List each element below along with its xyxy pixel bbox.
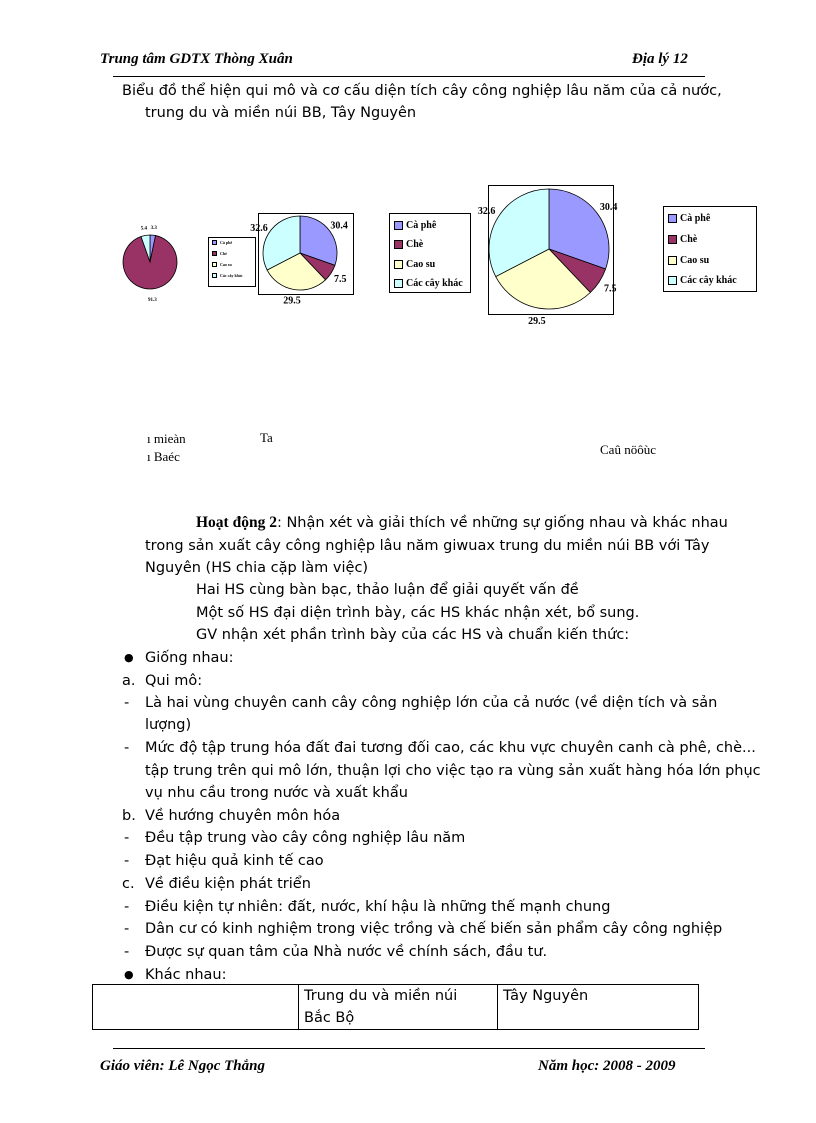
activity-step: Một số HS đại diện trình bày, các HS khác nhận xét, bổ sung. xyxy=(196,605,640,621)
legend-3-label: Các cây khác xyxy=(680,275,737,286)
similar-heading: Giống nhau: xyxy=(145,650,234,666)
a2-line-3: vụ nhu cầu trong nước và xuất khẩu xyxy=(145,785,408,801)
activity-line-3: Nguyên (HS chia cặp làm việc) xyxy=(145,560,369,576)
c2: Dân cư có kinh nghiệm trong việc trồng và chế biến sản phẩm cây công nghiệp xyxy=(145,921,723,937)
legend-1-item xyxy=(212,240,232,245)
swatch-cao-su xyxy=(668,256,677,265)
b2: Đạt hiệu quả kinh tế cao xyxy=(145,853,324,869)
legend-2-label: Các cây khác xyxy=(406,278,463,289)
table-cell-empty xyxy=(93,985,299,1030)
pie-1-label-cay-khac: 5.4 xyxy=(140,226,148,232)
legend-3-item xyxy=(668,275,737,286)
legend-2-item xyxy=(394,239,423,250)
table-header-line: Trung du và miền núi xyxy=(304,988,458,1004)
dash-icon: - xyxy=(124,899,130,915)
activity-step: Hai HS cùng bàn bạc, thảo luận để giải quyết vấn đề xyxy=(196,582,579,598)
legend-1-label: Cao su xyxy=(220,262,232,267)
legend-1-label: Chè xyxy=(220,251,227,256)
activity-step: GV nhận xét phần trình bày của các HS và chuẩn kiến thức: xyxy=(196,627,630,643)
list-marker-c: c. xyxy=(122,876,135,892)
b-title: Về hướng chuyên môn hóa xyxy=(145,808,341,824)
chart-1-caption-line: ı mieàn xyxy=(147,431,186,446)
dash-icon: - xyxy=(124,740,130,756)
chart-3-caption: Caû nöôùc xyxy=(600,442,656,457)
pie-3-label-ca-phe: 30.4 xyxy=(599,201,618,213)
pie-3-label-cay-khac: 32.6 xyxy=(477,206,496,218)
legend-2-item xyxy=(394,259,435,270)
table-header-trung-du xyxy=(299,985,498,1030)
intro-line-2: trung du và miền núi BB, Tây Nguyên xyxy=(145,105,417,121)
activity-line-2: trong sản xuất cây công nghiệp lâu năm giwuax trung du miền núi BB với Tây xyxy=(145,538,710,554)
chart-2-frame xyxy=(258,213,354,295)
a2-line-1: Mức độ tập trung hóa đất đai tương đối cao, các khu vực chuyên canh cà phê, chè... xyxy=(145,740,756,756)
swatch-cay-khac xyxy=(668,276,677,285)
pie-3-label-cao-su: 29.5 xyxy=(528,315,546,327)
activity-text: : Nhận xét và giải thích về những sự giống nhau và khác nhau xyxy=(276,515,728,531)
legend-1 xyxy=(208,237,256,287)
pie-2-label-cao-su: 29.5 xyxy=(283,295,301,307)
activity-line-1 xyxy=(196,512,728,534)
legend-2-label: Cao su xyxy=(406,259,436,270)
header-school: Trung tâm GDTX Thòng Xuân xyxy=(100,51,293,67)
legend-3-label: Cao su xyxy=(680,255,710,266)
legend-3-item xyxy=(668,255,709,266)
footer-teacher: Giáo viên: Lê Ngọc Thắng xyxy=(100,1058,265,1074)
a1-line-2: lượng) xyxy=(145,717,192,733)
a-title: Qui mô: xyxy=(145,673,203,689)
table-header-tay-nguyen: Tây Nguyên xyxy=(498,985,699,1030)
a2-line-2: tập trung trên qui mô lớn, thuận lợi cho việc tạo ra vùng sản xuất hàng hóa lớn phục xyxy=(145,763,761,779)
swatch-che xyxy=(212,251,217,256)
swatch-cao-su xyxy=(394,260,403,269)
a1-line-1: Là hai vùng chuyên canh cây công nghiệp lớn của cả nước (về diện tích và sản xyxy=(145,695,718,711)
legend-1-item xyxy=(212,251,227,256)
legend-1-label: Các cây khác xyxy=(220,273,243,278)
footer-rule xyxy=(113,1048,705,1049)
bullet-icon: ● xyxy=(124,968,134,981)
swatch-ca-phe xyxy=(394,221,403,230)
swatch-cay-khac xyxy=(212,273,217,278)
dash-icon: - xyxy=(124,853,130,869)
c3: Được sự quan tâm của Nhà nước về chính sách, đầu tư. xyxy=(145,944,548,960)
legend-3 xyxy=(663,206,757,292)
chart-1-caption-line: ı Baéc xyxy=(147,449,180,464)
dash-icon: - xyxy=(124,921,130,937)
swatch-che xyxy=(394,240,403,249)
header-subject: Địa lý 12 xyxy=(632,51,688,67)
chart-3-frame xyxy=(488,185,614,315)
swatch-ca-phe xyxy=(212,240,217,245)
list-marker-b: b. xyxy=(122,808,136,824)
intro-line-1: Biểu đồ thể hiện qui mô và cơ cấu diện tích cây công nghiệp lâu năm của cả nước, xyxy=(122,83,722,99)
legend-1-item xyxy=(212,262,232,267)
legend-3-item xyxy=(668,213,710,224)
chart-2-caption: Ta xyxy=(260,430,273,445)
legend-2-item xyxy=(394,220,436,231)
pie-3-label-che: 7.5 xyxy=(604,283,617,295)
dash-icon: - xyxy=(124,830,130,846)
swatch-cao-su xyxy=(212,262,217,267)
dash-icon: - xyxy=(124,944,130,960)
swatch-ca-phe xyxy=(668,214,677,223)
c-title: Về điều kiện phát triển xyxy=(145,876,311,892)
pie-1-label-ca-phe: 3.3 xyxy=(150,226,157,232)
pie-2-label-ca-phe: 30.4 xyxy=(330,220,348,232)
legend-3-label: Cà phê xyxy=(680,213,711,224)
swatch-che xyxy=(668,235,677,244)
list-marker-a: a. xyxy=(122,673,136,689)
legend-1-label: Cà phê xyxy=(220,240,233,245)
pie-chart-mien-bac xyxy=(0,0,816,400)
footer-year: Năm học: 2008 - 2009 xyxy=(538,1058,676,1074)
pie-1-label-che: 91.3 xyxy=(147,297,157,303)
b1: Đều tập trung vào cây công nghiệp lâu năm xyxy=(145,830,466,846)
legend-1-item xyxy=(212,273,243,278)
legend-3-label: Chè xyxy=(680,234,698,245)
activity-title: Hoạt động 2 xyxy=(196,514,277,531)
chart-1-caption xyxy=(147,430,186,466)
different-heading: Khác nhau: xyxy=(145,967,227,983)
legend-2 xyxy=(389,213,471,293)
c1: Điều kiện tự nhiên: đất, nước, khí hậu là những thế mạnh chung xyxy=(145,899,611,915)
swatch-cay-khac xyxy=(394,279,403,288)
table-header-line: Bắc Bộ xyxy=(304,1010,355,1026)
legend-3-item xyxy=(668,234,697,245)
pie-2-label-che: 7.5 xyxy=(334,274,347,286)
comparison-table xyxy=(92,984,699,1030)
legend-2-label: Cà phê xyxy=(406,220,437,231)
table-row xyxy=(93,985,699,1030)
legend-2-item xyxy=(394,278,463,289)
legend-2-label: Chè xyxy=(406,239,424,250)
dash-icon: - xyxy=(124,695,130,711)
pie-2-label-cay-khac: 32.6 xyxy=(250,223,268,235)
bullet-icon: ● xyxy=(124,651,134,664)
